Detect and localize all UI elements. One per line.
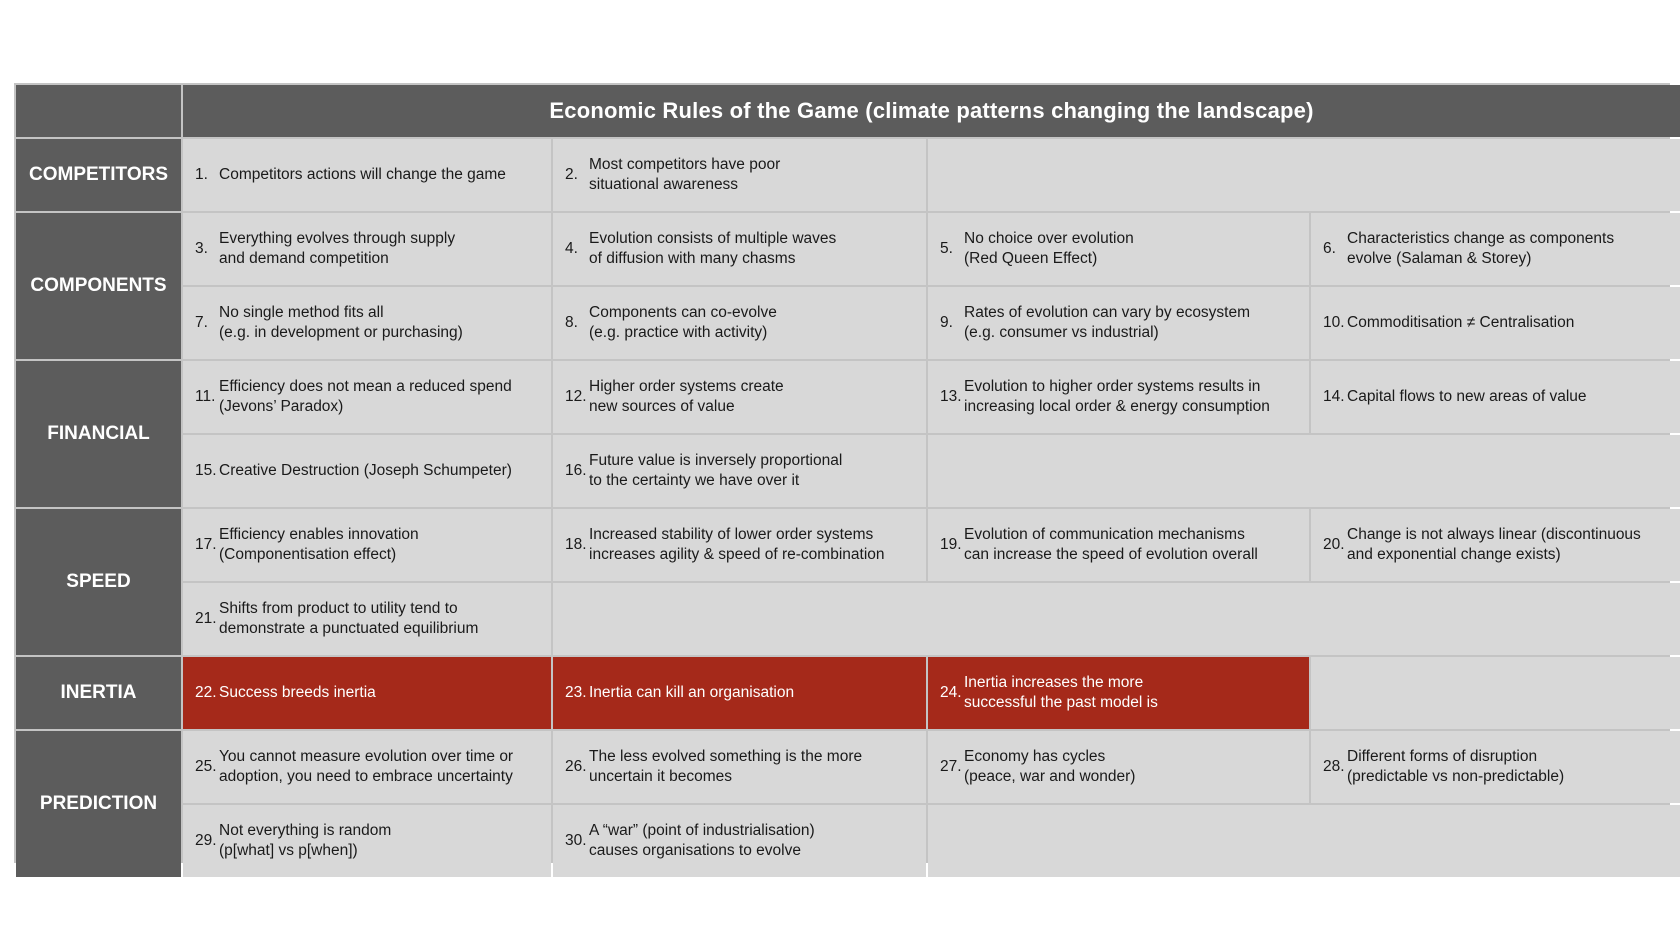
rule-number: 9. [940,314,953,331]
empty-cell [928,435,1680,507]
rule-cell [1311,361,1680,433]
rule-text: Efficiency enables innovation (Componentisation effect) [219,526,419,563]
rule-cell [183,361,551,433]
rule-text: Evolution to higher order systems results in increasing local order & energy consumption [964,378,1270,415]
rule-text: No choice over evolution (Red Queen Effect) [964,230,1134,267]
rule-number: 19. [940,536,962,553]
rule-number: 2. [565,166,578,183]
category-inertia: INERTIA [16,657,181,729]
rule-number: 14. [1323,388,1345,405]
rule-cell [183,805,551,877]
rule-text: Different forms of disruption (predictable vs non-predictable) [1347,748,1565,785]
rule-text: A “war” (point of industrialisation) causes organisations to evolve [589,822,815,859]
rule-number: 5. [940,240,953,257]
rule-cell [183,583,551,655]
rule-text: Commoditisation ≠ Centralisation [1347,314,1575,331]
rule-text: Rates of evolution can vary by ecosystem (e.g. consumer vs industrial) [964,304,1251,341]
rule-cell [1311,731,1680,803]
rule-number: 21. [195,610,217,627]
rule-text: Not everything is random (p[what] vs p[when]) [219,822,392,859]
rule-cell-highlighted [553,657,926,729]
rule-number: 12. [565,388,587,405]
rule-cell [183,731,551,803]
rule-number: 4. [565,240,578,257]
rule-number: 28. [1323,758,1345,775]
rule-cell [183,435,551,507]
rule-cell [553,731,926,803]
rule-number: 3. [195,240,208,257]
rule-cell [183,213,551,285]
rule-cell [553,139,926,211]
rule-number: 26. [565,758,587,775]
rule-text: Increased stability of lower order systems increases agility & speed of re-combination [589,526,885,563]
rule-cell [553,805,926,877]
empty-cell [553,583,1680,655]
empty-cell [1311,657,1680,729]
rule-cell-highlighted [928,657,1309,729]
rule-number: 6. [1323,240,1336,257]
category-speed: SPEED [16,509,181,655]
rule-cell-highlighted [183,657,551,729]
rule-cell [928,287,1309,359]
rule-number: 29. [195,832,217,849]
rule-number: 30. [565,832,587,849]
rule-text: Shifts from product to utility tend to demonstrate a punctuated equilibrium [219,600,479,637]
category-financial: FINANCIAL [16,361,181,507]
rule-number: 11. [195,388,216,405]
rule-text: No single method fits all (e.g. in development or purchasing) [219,304,463,341]
rule-text: Evolution of communication mechanisms can increase the speed of evolution overall [964,526,1258,563]
rule-cell [553,213,926,285]
rule-text: Competitors actions will change the game [219,166,506,183]
rule-text: Inertia can kill an organisation [589,684,795,701]
rule-number: 16. [565,462,587,479]
rule-cell [928,731,1309,803]
rule-text: Components can co-evolve (e.g. practice with activity) [589,304,777,341]
rule-text: Efficiency does not mean a reduced spend (Jevons’ Paradox) [219,378,512,415]
rule-cell [928,213,1309,285]
rule-text: Future value is inversely proportional to the certainty we have over it [589,452,843,489]
rule-text: Economy has cycles (peace, war and wonder) [964,748,1136,785]
rule-cell [553,287,926,359]
table-title: Economic Rules of the Game (climate patterns changing the landscape) [183,85,1680,137]
rule-cell [553,509,926,581]
rule-text: Inertia increases the more successful the past model is [964,674,1158,711]
rule-cell [1311,213,1680,285]
rule-text: You cannot measure evolution over time or adoption, you need to embrace uncertainty [219,748,514,785]
rule-cell [183,509,551,581]
rule-cell [928,509,1309,581]
rule-number: 7. [195,314,208,331]
rule-text: Creative Destruction (Joseph Schumpeter) [219,462,512,479]
rule-number: 15. [195,462,217,479]
rule-text: Most competitors have poor situational awareness [589,156,781,193]
rule-cell [1311,287,1680,359]
rule-cell [553,435,926,507]
rule-cell [183,139,551,211]
rule-number: 25. [195,758,217,775]
rule-number: 20. [1323,536,1345,553]
rule-text: The less evolved something is the more uncertain it becomes [589,748,863,785]
rule-text: Change is not always linear (discontinuous and exponential change exists) [1347,526,1641,563]
rule-cell [183,287,551,359]
rule-number: 24. [940,684,962,701]
rule-text: Everything evolves through supply and demand competition [219,230,456,267]
category-prediction: PREDICTION [16,731,181,877]
header-corner [16,85,181,137]
rule-number: 1. [195,166,208,183]
rule-cell [553,361,926,433]
rule-number: 18. [565,536,587,553]
category-components: COMPONENTS [16,213,181,359]
rule-number: 8. [565,314,578,331]
rule-text: Higher order systems create new sources of value [589,378,784,415]
rule-number: 22. [195,684,217,701]
rule-text: Evolution consists of multiple waves of diffusion with many chasms [589,230,837,267]
rule-text: Characteristics change as components evolve (Salaman & Storey) [1347,230,1615,267]
rule-number: 23. [565,684,587,701]
rule-number: 27. [940,758,962,775]
empty-cell [928,139,1680,211]
rule-number: 10. [1323,314,1345,331]
rule-number: 17. [195,536,217,553]
rule-number: 13. [940,388,962,405]
rule-text: Success breeds inertia [219,684,376,701]
rule-cell [1311,509,1680,581]
rule-cell [928,361,1309,433]
rule-text: Capital flows to new areas of value [1347,388,1587,405]
rules-table [14,83,1670,863]
empty-cell [928,805,1680,877]
category-competitors: COMPETITORS [16,139,181,211]
